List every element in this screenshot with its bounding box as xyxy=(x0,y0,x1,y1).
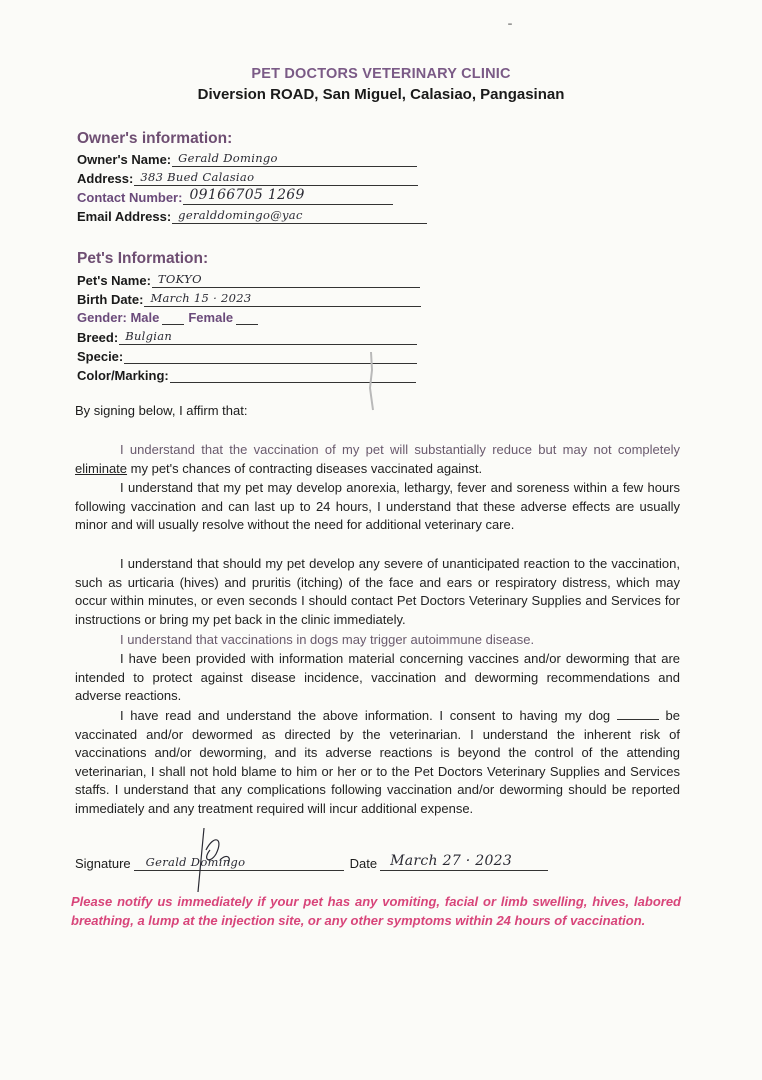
signature-value: Gerald Domingo xyxy=(145,855,246,869)
pet-name-value: TOKYO xyxy=(157,272,202,286)
consent-paragraph-1 xyxy=(75,441,680,478)
owner-email-value: geralddomingo@yac xyxy=(178,208,303,222)
p5-text: I have been provided with information material concerning vaccines and/or deworming that are intended to protect against disease incidence, vaccination and deworming recommendations and adverse reactions. xyxy=(75,651,680,703)
owner-name-field[interactable] xyxy=(77,151,417,167)
scan-streak xyxy=(365,350,379,414)
owner-email-field[interactable] xyxy=(77,208,427,224)
pet-specie-label: Specie: xyxy=(77,349,124,364)
female-blank[interactable] xyxy=(236,312,258,325)
owner-address-field[interactable] xyxy=(77,170,418,186)
p2-text: I understand that my pet may develop anorexia, lethargy, fever and soreness within a few hours following vaccination and can last up to 24 hours, I understand that these adverse effects are usually minor and will usually resolve without the need for additional veterinary care. xyxy=(75,480,680,532)
pet-gender-field[interactable] xyxy=(77,310,262,325)
pet-breed-value: Bulgian xyxy=(125,329,173,343)
pet-breed-label: Breed: xyxy=(77,330,119,345)
owner-address-value: 383 Bued Calasiao xyxy=(140,170,255,184)
pet-gender-male-label: Gender: Male xyxy=(77,310,160,325)
consent-paragraph-2 xyxy=(75,479,680,535)
owner-name-label: Owner's Name: xyxy=(77,152,172,167)
pet-name-field[interactable] xyxy=(77,272,420,288)
consent-paragraph-4 xyxy=(75,631,680,650)
pet-color-label: Color/Marking: xyxy=(77,368,169,383)
consent-paragraph-5 xyxy=(75,650,680,706)
clinic-name: PET DOCTORS VETERINARY CLINIC xyxy=(251,66,511,82)
pet-name-label: Pet's Name: xyxy=(77,273,151,288)
owner-name-value: Gerald Domingo xyxy=(178,151,278,165)
pet-birth-field[interactable] xyxy=(77,291,421,307)
owner-address-label: Address: xyxy=(77,171,134,186)
male-blank[interactable] xyxy=(162,312,184,325)
signature-label: Signature xyxy=(75,856,131,871)
p4-text: I understand that vaccinations in dogs may trigger autoimmune disease. xyxy=(120,632,535,647)
owner-email-label: Email Address: xyxy=(77,209,172,224)
date-line[interactable] xyxy=(380,852,548,871)
p3-text: I understand that should my pet develop any severe of unanticipated reaction to the vaccination, such as urticaria (hives) and pruritis (itching) of the face and ears or respiratory distress, which may occur within minutes, or even seconds I should contact Pet Doctors Veterinary Supplies and Services for instructions or bring my pet back in the clinic immediately. xyxy=(75,556,680,627)
pet-birth-label: Birth Date: xyxy=(77,292,144,307)
signature-row xyxy=(75,852,548,871)
date-value: March 27 · 2023 xyxy=(390,853,513,869)
date-label: Date xyxy=(349,856,378,871)
p6-text-a: I have read and understand the above information. I consent to having my dog xyxy=(120,708,617,723)
owner-contact-label: Contact Number: xyxy=(77,190,183,205)
notice-text: Please notify us immediately if your pet has any vomiting, facial or limb swelling, hives, labored breathing, a lump at the injection site, or any other symptoms within 24 hours of vaccination. xyxy=(71,894,681,928)
consent-paragraph-3 xyxy=(75,555,680,629)
owner-section-title: Owner's information: xyxy=(77,130,233,147)
p1-text-a: I understand that the vaccination of my pet will substantially reduce but may not completely xyxy=(120,442,680,457)
signature-scribble xyxy=(180,820,250,900)
consent-intro: By signing below, I affirm that: xyxy=(75,403,248,418)
stray-mark: ˗ xyxy=(508,15,512,29)
p6-text-b: be vaccinated and/or dewormed as directed by the veterinarian. I understand the inherent risk of vaccinations and/or deworming, and its adverse reactions is beyond the control of the attending veterinarian, I shall not hold blame to him or her or to the Pet Doctors Veterinary Supplies and Services staffs. I understand that any complications following vaccination and/or deworming should be reported immediately and any treatment required will incur additional expense. xyxy=(75,708,680,816)
consent-paragraph-6 xyxy=(75,707,680,818)
p1-underline: eliminate xyxy=(75,460,128,476)
pet-section-title: Pet's Information: xyxy=(77,250,209,267)
owner-contact-value: 09166705 1269 xyxy=(189,187,305,203)
pet-breed-field[interactable] xyxy=(77,329,417,345)
dog-name-blank[interactable] xyxy=(617,707,659,720)
pet-birth-value: March 15 · 2023 xyxy=(150,291,252,305)
owner-contact-field[interactable] xyxy=(77,189,393,205)
clinic-address: Diversion ROAD, San Miguel, Calasiao, Pangasinan xyxy=(197,86,565,103)
pet-gender-female-label: Female xyxy=(188,310,234,325)
p1-text-b: my pet's chances of contracting diseases vaccinated against. xyxy=(127,460,483,476)
